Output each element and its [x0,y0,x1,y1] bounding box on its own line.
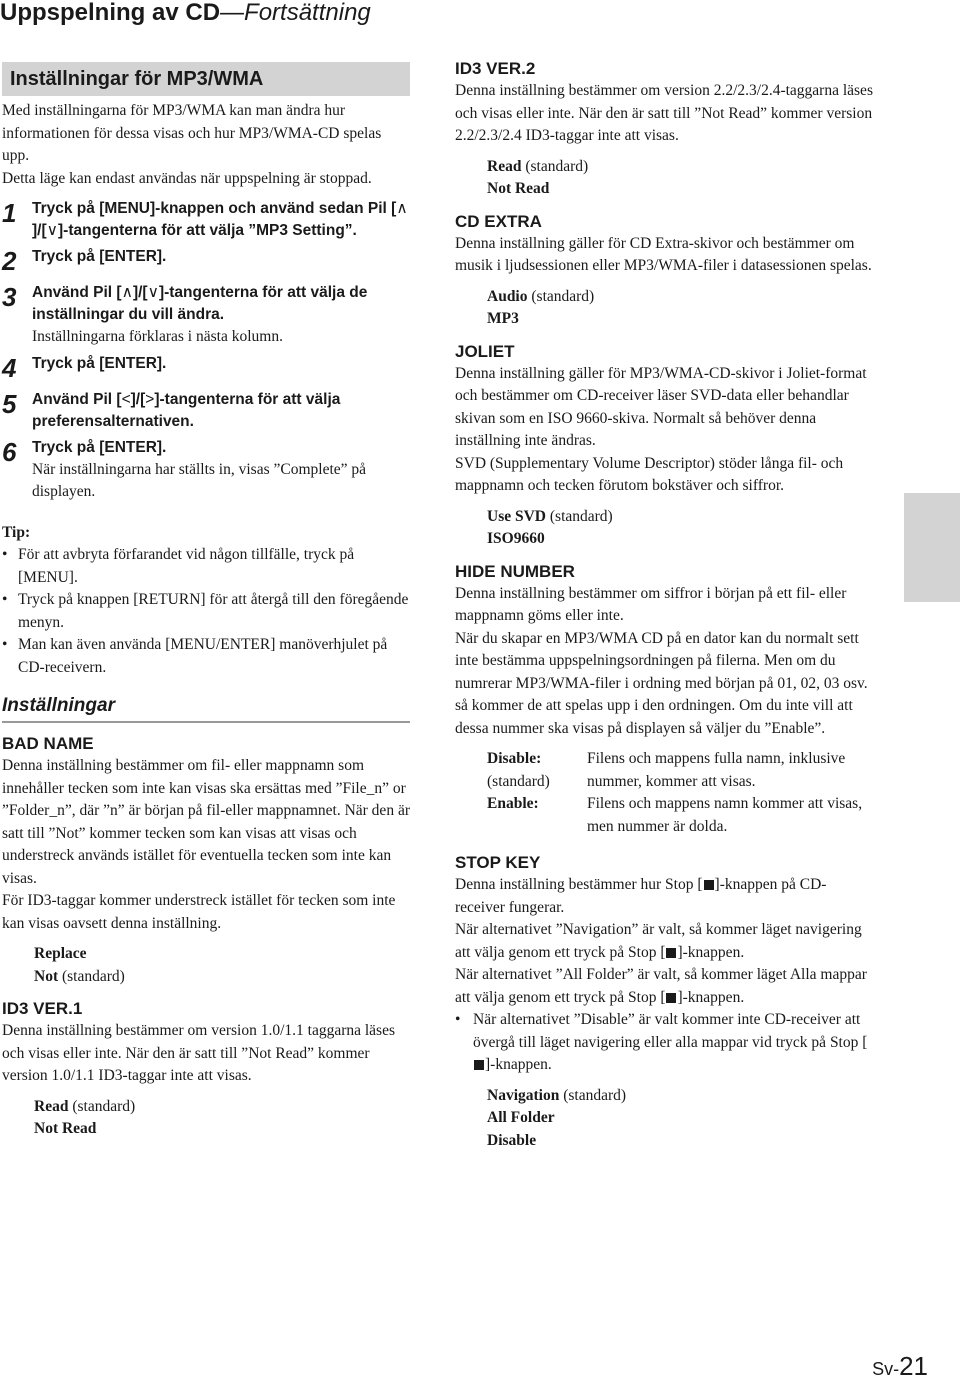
id3-ver1-description: Denna inställning bestämmer om version 1.0/1.1 taggarna läses och visas eller inte. När den är satt till ”Not Read” kommer version 1.0/1.1 ID3-taggar inte att visas. [2,1022,396,1084]
right-arrow-icon: > [145,390,155,408]
joliet-description: Denna inställning gäller för MP3/WMA-CD-skivor i Joliet-format och bestämmer om CD-receiver läser SVD-data eller behandlar skivan som en ISO 9660-skiva. Normalt så behöver denna inställning inte ändras. [455,364,867,449]
id3-ver1-options: Read (standard) Not Read [34,1097,136,1137]
hide-number-description: Denna inställning bestämmer om siffror i början på ett fil- eller mappnamn göms eller inte. [455,584,847,624]
id3-ver2-options: Read (standard) Not Read [487,157,589,197]
hide-number-heading: HIDE NUMBER [455,561,575,581]
list-item: • För att avbryta förfarandet vid någon tillfälle, tryck på [MENU]. [2,544,410,589]
step-number: 1 [2,198,17,228]
stop-icon [666,948,676,958]
step-2: 2 Tryck på [ENTER]. [2,246,167,276]
hide-number-options: Disable: (standard) Filens och mappens fulla namn, inklusive nummer, kommer att visas. Enable: Filens och mappens namn kommer att visas, men nummer är dolda. [487,750,863,835]
step-number: 5 [2,388,17,419]
page-title-continuation: —Fortsättning [220,0,371,26]
left-arrow-icon: < [121,390,131,408]
right-column [455,58,875,1152]
step-number: 3 [2,282,17,312]
step-description: Inställningarna förklaras i nästa kolumn. [32,328,283,345]
bad-name-note: För ID3-taggar kommer understreck istället för tecken som inte kan visas oavsett denna inställning. [2,892,396,932]
id3-ver2-description: Denna inställning bestämmer om version 2.2/2.3/2.4-taggarna läses och visas eller inte. När den är satt till ”Not Read” kommer version 2.2/2.3/2.4 ID3-taggar inte att visas. [455,82,873,144]
list-item: • Tryck på knappen [RETURN] för att återgå till den föregående menyn. [2,589,410,634]
cd-extra-description: Denna inställning gäller för CD Extra-skivor och bestämmer om musik i ljudsessionen eller MP3/WMA-filer i datasessionen spelas. [455,234,872,274]
page-title [0,0,371,26]
bad-name-options: Replace Not (standard) [34,945,125,985]
settings-heading: Inställningar [2,693,410,723]
left-column [2,62,410,1141]
page-number: Sv-21 [872,1351,928,1381]
bad-name-description: Denna inställning bestämmer om fil- eller mappnamn som innehåller tecken som inte kan visas ska ersättas med ”File_n” or ”Folder_n”, där ”n” är början på fil-eller mappnamnet. När den är satt till ”Not” kommer tecken som kan visas att visas och understreck används istället för eventuella tecken som inte kan visas. [2,757,410,887]
page-title-main: Uppspelning av CD [0,0,221,26]
down-arrow-icon: ∨ [147,284,159,301]
stop-key-disable-bullet: • När alternativet ”Disable” är valt kommer inte CD-receiver att övergå till läget navigering eller alla mappar vid tryck på Stop []-knappen. [455,1009,875,1077]
step-5: 5 Använd Pil [<]/[>]-tangenterna för att välja preferensalternativen. [2,388,341,430]
stop-key-description: Denna inställning bestämmer hur Stop [ ]-knappen på CD-receiver fungerar. [455,876,827,916]
joliet-options: Use SVD (standard) ISO9660 [487,507,613,547]
step-number: 2 [2,246,17,276]
up-arrow-icon: ∧ [121,284,133,301]
hide-number-note: När du skapar en MP3/WMA CD på en dator kan du normalt sett inte bestämma uppspelningsordningen på filerna. Men om du numrerar MP3/WMA-filer i ordning med början på 01, 02, 03 osv. så kommer de att spelas upp i den ordningen. Om du inte vill att dessa nummer ska visas på displayen så väljer du ”Enable”. [455,629,868,737]
intro-paragraph-2: Detta läge kan endast användas när uppspelning är stoppad. [2,169,372,187]
step-6: 6 Tryck på [ENTER]. När inställningarna har ställts in, visas ”Complete” på displayen. [2,437,410,504]
joliet-heading: JOLIET [455,341,515,361]
step-3: 3 Använd Pil [∧]/[∨]-tangenterna för att välja de inställningar du vill ändra. Inställningarna förklaras i nästa kolumn. [2,282,410,349]
stop-key-options: Navigation (standard) All Folder Disable [487,1086,627,1149]
stop-key-heading: STOP KEY [455,853,541,872]
stop-icon [666,993,676,1003]
cd-extra-heading: CD EXTRA [455,211,542,231]
intro-paragraph-1: Med inställningarna för MP3/WMA kan man ändra hur informationen för dessa visas och hur MP3/WMA-CD spelas upp. [2,102,382,164]
step-number: 4 [2,352,17,383]
stop-key-all-folder: När alternativet ”All Folder” är valt, så kommer läget Alla mappar att välja genom ett tryck på Stop [ ]-knappen. [455,966,867,1006]
stop-icon [474,1060,484,1070]
stop-key-navigation: När alternativet ”Navigation” är valt, så kommer läget navigering att välja genom ett tryck på Stop [ ]-knappen. [455,921,862,961]
step-1: 1 Tryck på [MENU]-knappen och använd sedan Pil [∧]/[∨]-tangenterna för att välja ”MP3 Setting”. [2,198,410,242]
stop-icon [704,880,714,890]
step-4: 4 Tryck på [ENTER]. [2,352,167,383]
chapter-tab [904,493,960,602]
cd-extra-options: Audio (standard) MP3 [487,287,595,327]
tip-list [2,544,410,679]
id3-ver2-heading: ID3 VER.2 [455,59,536,78]
tip-heading: Tip: [2,523,31,541]
bad-name-heading: BAD NAME [2,734,94,753]
section-banner: Inställningar för MP3/WMA [2,62,410,96]
joliet-note: SVD (Supplementary Volume Descriptor) stöder långa fil- och mappnamn och tecken förutom bokstäver och siffror. [455,454,844,494]
list-item: • Man kan även använda [MENU/ENTER] manöverhjulet på CD-receivern. [2,634,410,679]
step-description: När inställningarna har ställts in, visas ”Complete” på displayen. [32,460,367,500]
down-arrow-icon: ∨ [46,222,58,239]
id3-ver1-heading: ID3 VER.1 [2,999,83,1018]
step-number: 6 [2,436,17,467]
up-arrow-icon: ∧ [396,200,408,217]
